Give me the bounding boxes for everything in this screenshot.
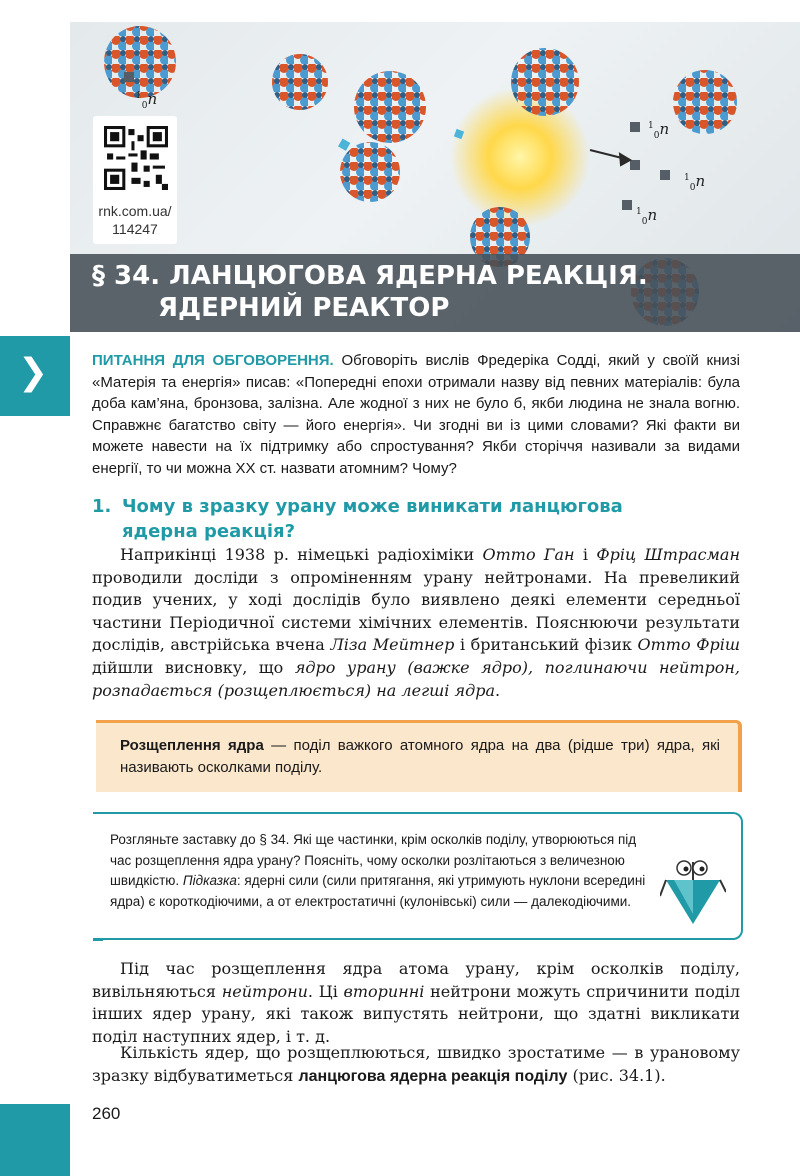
section-heading: 1. Чому в зразку урану може виникати ланцюгова ядерна реакція? bbox=[92, 496, 623, 542]
definition-text: Розщеплення ядра — поділ важкого атомного ядра на два (рідше три) ядра, які називають осколками поділу. bbox=[120, 737, 720, 776]
page-number: 260 bbox=[92, 1104, 121, 1123]
qr-url[interactable]: rnk.com.ua/ 114247 bbox=[98, 203, 172, 237]
discussion-text: Обговоріть вислів Фредеріка Содді, який у своїй книзі «Матерія та енергія» писав: «Попередні епохи отримали назву від певних матеріалів: була доба кам’яна, бронзова, залізна. Але жодної з них не було б, якби людина не знала вогню. Справжнє багатство світу — його енергія». Чи згодні ви із цими словами? Які факти ви можете навести на їх підтримку або спростування? Якби сторіччя називали за видами енергії, то чи можна XX ст. назвати атомним? Чому? bbox=[92, 352, 740, 477]
chevron-right-icon: ❯ bbox=[18, 352, 49, 393]
discussion-lead: ПИТАННЯ ДЛЯ ОБГОВОРЕННЯ. bbox=[92, 352, 334, 369]
discussion-block bbox=[92, 350, 740, 479]
paragraph-2: Під час розщеплення ядра атома урану, крім осколків поділу, вивільняються нейтрони. Ці вторинні нейтрони можуть спричинити поділ інших ядер урану, які також випустять нейтрони, що здатні викликати поділ наступних ядер, і т. д. bbox=[92, 959, 741, 1046]
paragraph-1: Наприкінці 1938 р. німецькі радіохіміки Отто Ган і Фріц Штрасман проводили досліди з опроміненням урану нейтронами. На превеликий подив учених, у ході дослідів було виявлено деякі елементи середньої частини Періодичної системи хімічних елементів. Пояснюючи результати дослідів, австрійська вчена Ліза Мейтнер і британський фізик Отто Фріш дійшли висновку, що ядро урану (важке ядро), поглинаючи нейтрон, розпадається (розщеплюється) на легші ядра. bbox=[92, 545, 740, 700]
page-title: § 34. ЛАНЦЮГОВА ЯДЕРНА РЕАКЦІЯ. ЯДЕРНИЙ РЕАКТОР bbox=[92, 261, 648, 323]
neutron-label-3: $^1_0$n bbox=[684, 172, 706, 193]
neutron-label-4: $^1_0$n bbox=[636, 206, 658, 227]
footer-tab bbox=[0, 1104, 70, 1176]
mascot-icon bbox=[660, 852, 726, 928]
qr-code-icon[interactable] bbox=[104, 126, 168, 190]
paragraph-3: Кількість ядер, що розщеплюються, швидко зростатиме — в урановому зразку відбуватиметься ланцюгова ядерна реакція поділу (рис. 34.1). bbox=[92, 1043, 740, 1085]
neutron-label-1: $^1_0$n bbox=[136, 90, 158, 111]
neutron-label-2: $^1_0$n bbox=[648, 120, 670, 141]
task-text: Розгляньте заставку до § 34. Які ще частинки, крім осколків поділу, утворюються під час розщеплення ядра урану? Поясніть, чому осколки розлітаються з величезною швидкістю. Підказка: ядерні сили (сили притягання, які утримують нуклони всередині ядра) є короткодіючими, а от електростатичні (кулонівські) сили — далекодіючими. bbox=[110, 832, 646, 909]
